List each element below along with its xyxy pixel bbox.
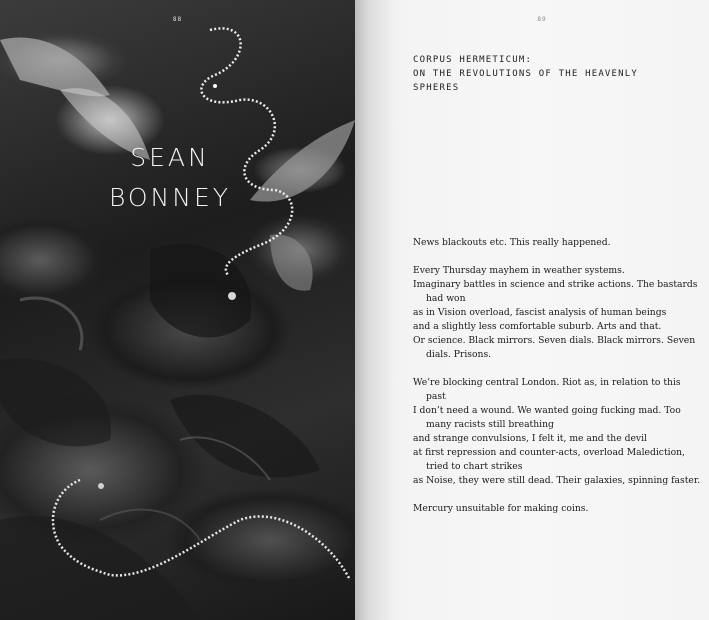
poem-line: at first repression and counter-acts, overload Malediction, tried to chart strikes xyxy=(413,447,685,472)
poem-body xyxy=(413,236,703,530)
poem-line: Imaginary battles in science and strike actions. The bastards had won xyxy=(413,279,698,304)
poem-line: and a slightly less comfortable suburb. Arts and that. xyxy=(413,321,662,332)
poem-line: Mercury unsuitable for making coins. xyxy=(413,503,589,514)
poem-line: I don’t need a wound. We wanted going fucking mad. Too many racists still breathing xyxy=(413,405,681,430)
author-name xyxy=(100,138,240,218)
poem-line: Or science. Black mirrors. Seven dials. Black mirrors. Seven dials. Prisons. xyxy=(413,335,696,360)
poem-line: and strange convulsions, I felt it, me and the devil xyxy=(413,433,647,444)
poem-title xyxy=(413,53,693,95)
title-line: CORPUS HERMETICUM: xyxy=(413,55,533,65)
page-number-right: 89 xyxy=(537,16,547,23)
poem-line: We’re blocking central London. Riot as, in relation to this past xyxy=(413,377,681,402)
stanza xyxy=(413,236,703,250)
right-page xyxy=(355,0,709,620)
poem-line: Every Thursday mayhem in weather systems. xyxy=(413,265,625,276)
author-first-name: SEAN xyxy=(130,143,210,172)
poem-line: as in Vision overload, fascist analysis of human beings xyxy=(413,307,667,318)
book-gutter xyxy=(355,0,395,620)
stanza xyxy=(413,264,703,362)
author-last-name: BONNEY xyxy=(108,183,232,212)
stanza xyxy=(413,376,703,488)
title-line: SPHERES xyxy=(413,83,460,93)
title-line: ON THE REVOLUTIONS OF THE HEAVENLY xyxy=(413,69,639,79)
poem-line: as Noise, they were still dead. Their galaxies, spinning faster. xyxy=(413,475,701,486)
stanza xyxy=(413,502,703,516)
page-number-left: 88 xyxy=(172,16,183,23)
poem-line: News blackouts etc. This really happened. xyxy=(413,237,611,248)
